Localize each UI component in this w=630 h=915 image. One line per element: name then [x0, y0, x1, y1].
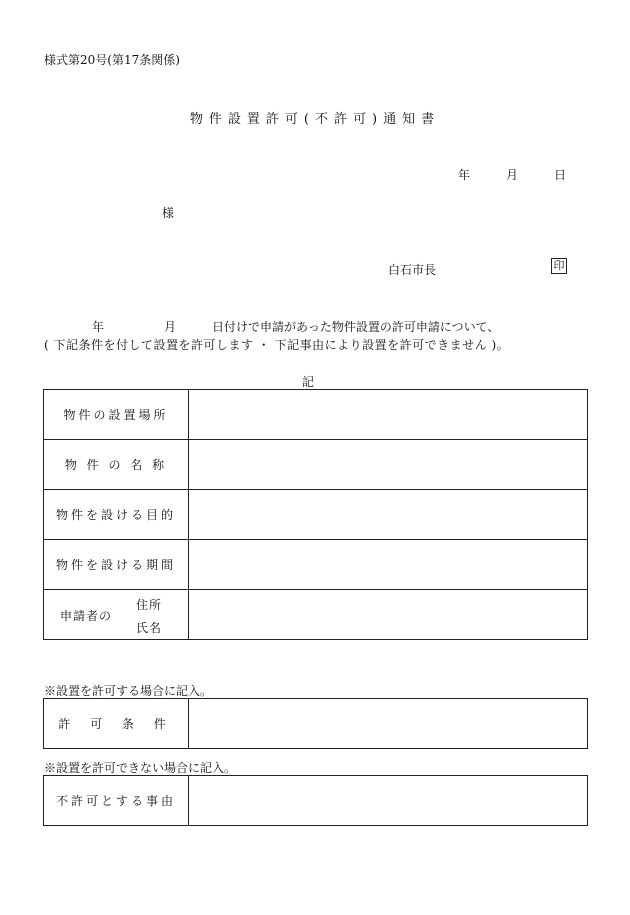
- addressee-suffix: 様: [162, 206, 175, 220]
- date-month-label: 月: [506, 168, 519, 182]
- table-row: [44, 699, 588, 749]
- row-label-applicant: [44, 590, 189, 640]
- table-row: [44, 490, 588, 540]
- ki-heading: 記: [302, 375, 315, 389]
- table-row: [44, 390, 588, 440]
- purpose-field[interactable]: [189, 490, 588, 540]
- form-number: 様式第20号(第17条関係): [44, 53, 180, 67]
- table-row: [44, 590, 588, 640]
- seal-mark: 印: [551, 258, 567, 274]
- table-row: [44, 440, 588, 490]
- row-label-deny-reason: 不許可とする事由: [44, 776, 189, 826]
- date-year-label: 年: [458, 168, 471, 182]
- detail-table: [43, 389, 588, 640]
- body-text: 日付けで申請があった物件設置の許可申請について、: [212, 320, 500, 334]
- permit-conditions-field[interactable]: [189, 699, 588, 749]
- row-label-period: 物件を設ける期間: [44, 540, 189, 590]
- permit-table: [43, 698, 588, 749]
- deny-note: ※設置を許可できない場合に記入。: [44, 761, 237, 775]
- date-day-label: 日: [554, 168, 567, 182]
- body-line-2: ( 下記条件を付して設置を許可します ・ 下記事由により設置を許可できません )。: [44, 338, 510, 352]
- location-field[interactable]: [189, 390, 588, 440]
- permit-note: ※設置を許可する場合に記入。: [44, 684, 213, 698]
- table-row: [44, 540, 588, 590]
- row-label-permit-conditions: 許 可 条 件: [44, 699, 189, 749]
- body-month-label: 月: [164, 320, 177, 334]
- row-label-purpose: 物件を設ける目的: [44, 490, 189, 540]
- applicant-name-label: 氏名: [136, 621, 163, 635]
- row-label-name: 物 件 の 名 称: [44, 440, 189, 490]
- body-year-label: 年: [92, 320, 105, 334]
- deny-reason-field[interactable]: [189, 776, 588, 826]
- row-label-location: 物件の設置場所: [44, 390, 189, 440]
- issuer-name: 白石市長: [388, 263, 437, 277]
- document-title: 物件設置許可(不許可)通知書: [189, 112, 441, 127]
- applicant-label: 申請者の: [60, 609, 113, 623]
- period-field[interactable]: [189, 540, 588, 590]
- object-name-field[interactable]: [189, 440, 588, 490]
- deny-table: [43, 775, 588, 826]
- table-row: [44, 776, 588, 826]
- applicant-address-label: 住所: [136, 598, 163, 612]
- applicant-field[interactable]: [189, 590, 588, 640]
